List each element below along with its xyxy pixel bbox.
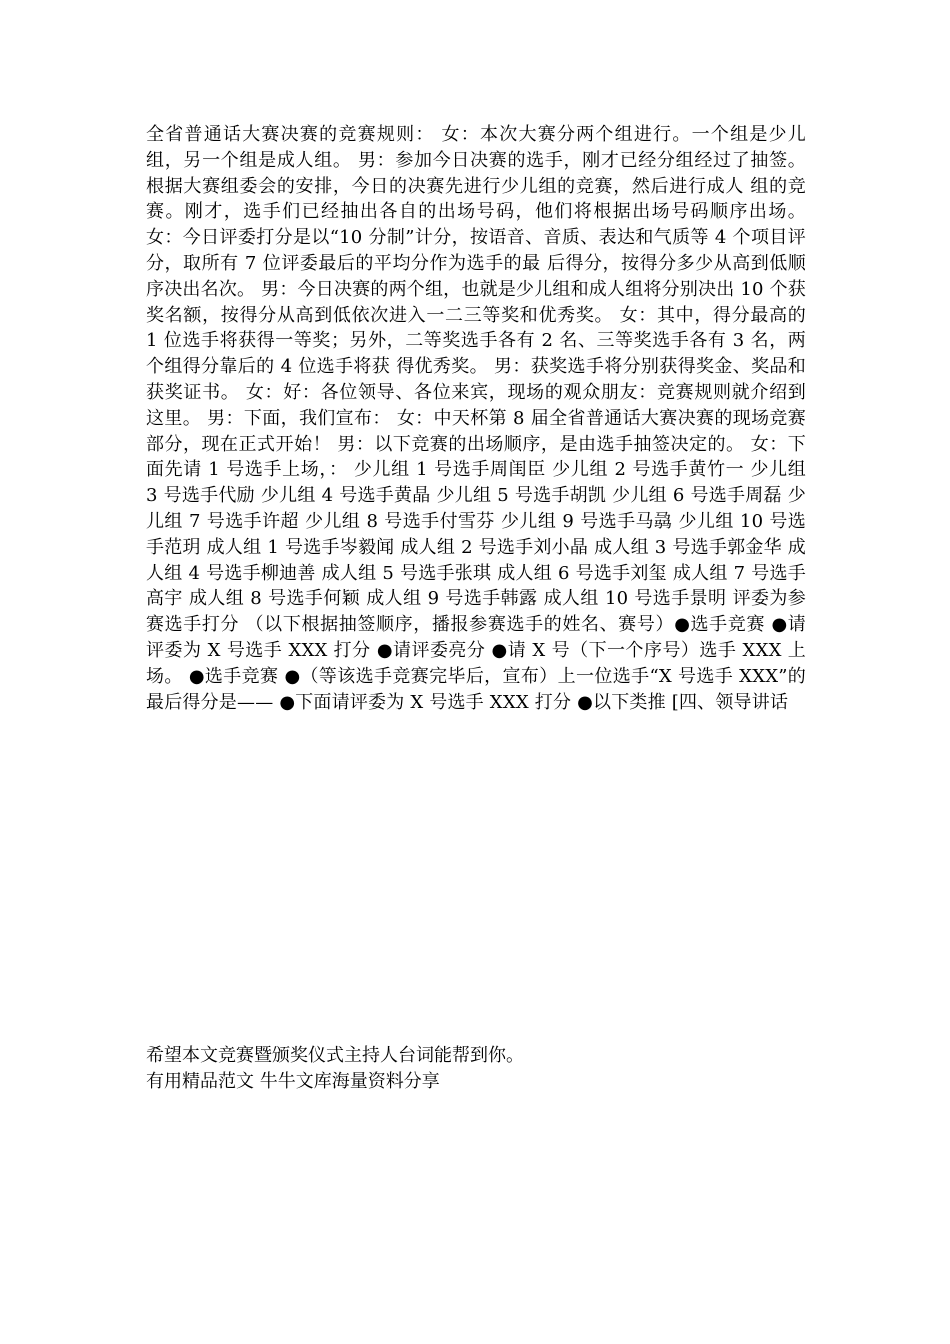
- closing-line-1: 希望本文竞赛暨颁奖仪式主持人台词能帮到你。: [146, 1045, 524, 1066]
- closing-line-2: 有用精品范文 牛牛文库海量资料分享: [146, 1071, 440, 1092]
- document-body-text: 全省普通话大赛决赛的竞赛规则： 女：本次大赛分两个组进行。一个组是少儿组，另一个组是成人组。 男：参加今日决赛的选手，刚才已经分组经过了抽签。根据大赛组委会的安排，今日的决赛先进行少儿组的竞赛，然后进行成人 组的竞赛。刚才，选手们已经抽出各自的出场号码，他们将根据出场号码顺序出场。 女：今日评委打分是以“10 分制”计分，按语音、音质、表达和气质等 4 个项目评分，取所有 7 位评委最后的平均分作为选手的最 后得分，按得分多少从高到低顺序决出名次。 男：今日决赛的两个组，也就是少儿组和成人组将分别决出 10 个获奖名额，按得分从高到低依次进入一二三等奖和优秀奖。 女：其中，得分最高的 1 位选手将获得一等奖；另外，二等奖选手各有 2 名、三等奖选手各有 3 名，两个组得分靠后的 4 位选手将获 得优秀奖。 男：获奖选手将分别获得奖金、奖品和获奖证书。 女：好：各位领导、各位来宾，现场的观众朋友：竞赛规则就介绍到这里。 男：下面，我们宣布： 女：中天杯第 8 届全省普通话大赛决赛的现场竞赛部分，现在正式开始！ 男：以下竞赛的出场顺序，是由选手抽签决定的。 女：下面先请 1 号选手上场，： 少儿组 1 号选手周闺臣 少儿组 2 号选手黄竹一 少儿组 3 号选手代励 少儿组 4 号选手黄晶 少儿组 5 号选手胡凯 少儿组 6 号选手周磊 少儿组 7 号选手许超 少儿组 8 号选手付雪芬 少儿组 9 号选手马骉 少儿组 10 号选手范玥 成人组 1 号选手岑毅闻 成人组 2 号选手刘小晶 成人组 3 号选手郭金华 成人组 4 号选手柳迪善 成人组 5 号选手张琪 成人组 6 号选手刘玺 成人组 7 号选手高宇 成人组 8 号选手何颖 成人组 9 号选手韩露 成人组 10 号选手景明 评委为参赛选手打分 （以下根据抽签顺序，播报参赛选手的姓名、赛号）●选手竞赛 ●请评委为 X 号选手 XXX 打分 ●请评委亮分 ●请 X 号（下一个序号）选手 XXX 上场。 ●选手竞赛 ●（等该选手竞赛完毕后，宣布）上一位选手“X 号选手 XXX”的最后得分是—— ●下面请评委为 X 号选手 XXX 打分 ●以下类推 [四、领导讲话: [146, 124, 806, 713]
- document-closing: [146, 1043, 806, 1095]
